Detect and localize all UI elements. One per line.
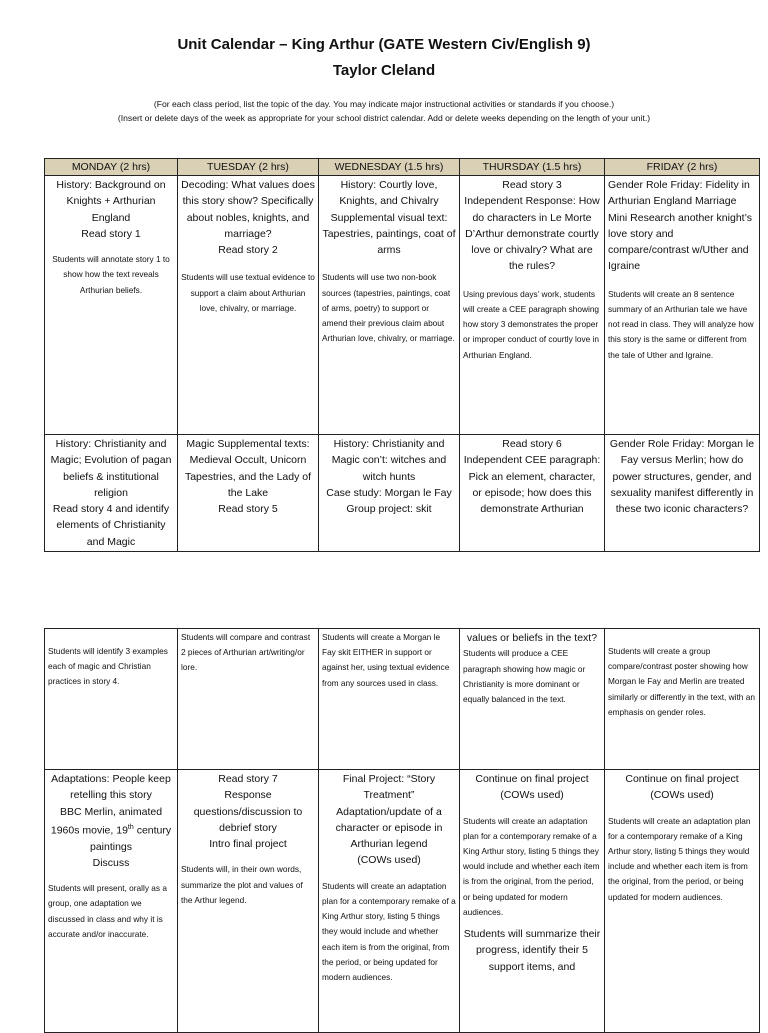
objective-text: Students will create an 8 sentence summary of an Arthurian tale we have not read in class. They will analyze how this story is the same or different from the tale of Uther and Igraine. <box>608 288 754 360</box>
cell-week2cont-monday <box>45 629 178 770</box>
header-wednesday: WEDNESDAY (1.5 hrs) <box>319 159 460 176</box>
objective-text: Students will identify 3 examples each of magic and Christian practices in story 4. <box>48 646 168 687</box>
objective-text: Students will use two non-book sources (tapestries, paintings, coat of arms, poetry) to support or amend their previous claim about Arthurian love, chivalry, or marriage. <box>322 272 455 344</box>
cell-week1-thursday <box>460 176 605 435</box>
header-friday: FRIDAY (2 hrs) <box>605 159 760 176</box>
week-2-continued-row <box>45 629 760 770</box>
header-monday: MONDAY (2 hrs) <box>45 159 178 176</box>
week-3-row <box>45 770 760 1033</box>
topic-text: History: Background on Knights + Arthurian England Read story 1 <box>56 179 166 240</box>
cell-week3-monday <box>45 770 178 1033</box>
objective-text: Students will compare and contrast 2 pieces of Arthurian art/writing/or lore. <box>181 632 311 673</box>
cell-week3-friday <box>605 770 760 1033</box>
instruction-note-2: (Insert or delete days of the week as appropriate for your school district calendar. Add or delete weeks depending on the length of your unit.) <box>117 113 651 123</box>
topic-text: Read story 3 Independent Response: How do characters in Le Morte D’Arthur demonstrate courtly love or chivalry? What are the rules? <box>464 179 600 273</box>
topic-text: Gender Role Friday: Fidelity in Arthurian England Marriage Mini Research another knight’s love story and compare/contrast w/Uther and Igraine <box>608 179 752 273</box>
topic-text: Gender Role Friday: Morgan le Fay versus Merlin; how do power structures, gender, and sexuality manifest differently in these two iconic characters? <box>609 438 755 516</box>
objective-text: Students will present, orally as a group, one adaptation we discussed in class and why it is accurate and/or inaccurate. <box>48 883 167 939</box>
cell-week1-monday <box>45 176 178 435</box>
objective-text: Students will produce a CEE paragraph showing how magic or Christianity is more dominant or equally balanced in the text. <box>463 648 586 704</box>
objective-text: Students will create a Morgan le Fay skit EITHER in support or against her, using textual evidence from any sources used in class. <box>322 632 450 688</box>
topic-text: Read story 6 Independent CEE paragraph: Pick an element, character, or episode; how does this demonstrate Arthurian <box>463 438 601 516</box>
week-1-row <box>45 176 760 435</box>
cell-week1-tuesday <box>178 176 319 435</box>
day-header-row <box>45 159 760 176</box>
instruction-note-1: (For each class period, list the topic of the day. You may indicate major instructional activities or standards if you choose.) <box>153 99 615 109</box>
objective-text: Students will create an adaptation plan for a contemporary remake of a King Arthur story, listing 5 things they would include and whether each item is from the original, from the period, or being updated for modern audiences. <box>608 815 751 902</box>
week-2-row <box>45 435 760 552</box>
cell-week2-wednesday <box>319 435 460 552</box>
topic-text: values or beliefs in the text? <box>466 632 598 644</box>
topic-text: Continue on final project (COWs used) <box>625 773 739 802</box>
topic-text: Read story 7 Response questions/discussion to debrief story Intro final project <box>193 773 303 851</box>
topic-text: History: Christianity and Magic; Evolution of pagan beliefs & institutional religion Read story 4 and identify elements of Christianity and Magic <box>50 438 172 548</box>
cell-week3-wednesday <box>319 770 460 1033</box>
topic-text: Decoding: What values does this story show? Specifically about nobles, knights, and marriage? Read story 2 <box>181 179 315 257</box>
objective-text: Students will create an adaptation plan for a contemporary remake of a King Arthur story, listing 5 things they would include and whether each item is from the original, from the period, or being updated for modern audiences. <box>322 880 456 982</box>
topic-text: Adaptations: People keep retelling this story BBC Merlin, animated 1960s movie, 19th century paintings Discuss <box>50 773 172 869</box>
objective-text: Using previous days’ work, students will create a CEE paragraph showing how story 3 demonstrates the proper or improper conduct of courtly love in Arthurian England. <box>463 288 600 360</box>
objective-text: Students will use textual evidence to support a claim about Arthurian love, chivalry, or marriage. <box>181 272 315 313</box>
objective-text: Students will create a group compare/contrast poster showing how Morgan le Fay and Merlin are treated similarly or differently in the text, with an emphasis on gender roles. <box>608 646 755 717</box>
cell-week1-wednesday <box>319 176 460 435</box>
cell-week2cont-tuesday <box>178 629 319 770</box>
cell-week3-thursday <box>460 770 605 1033</box>
cell-week1-friday <box>605 176 760 435</box>
objective-text: Students will create an adaptation plan for a contemporary remake of a King Arthur story, listing 5 things they would include and whether each item is from the original, from the period, or being updated for modern audiences. <box>463 815 600 917</box>
header-tuesday: TUESDAY (2 hrs) <box>178 159 319 176</box>
objective-text: Students will annotate story 1 to show how the text reveals Arthurian beliefs. <box>52 254 170 295</box>
cell-week2cont-wednesday <box>319 629 460 770</box>
calendar-table-page-1 <box>44 158 760 552</box>
cell-week3-tuesday <box>178 770 319 1033</box>
progress-text: Students will summarize their progress, identify their 5 support items, and <box>463 928 601 973</box>
page-title: Unit Calendar – King Arthur (GATE Western Civ/English 9) <box>177 36 591 53</box>
cell-week2cont-friday <box>605 629 760 770</box>
cell-week2-thursday <box>460 435 605 552</box>
topic-text: Continue on final project (COWs used) <box>475 773 589 802</box>
topic-text: Final Project: “Story Treatment” Adaptation/update of a character or episode in Arthurian legend (COWs used) <box>335 773 443 867</box>
cell-week2-monday <box>45 435 178 552</box>
objective-text: Students will, in their own words, summarize the plot and values of the Arthur legend. <box>181 864 303 905</box>
author-name: Taylor Cleland <box>332 62 436 79</box>
cell-week2-friday <box>605 435 760 552</box>
topic-text: Magic Supplemental texts: Medieval Occult, Unicorn Tapestries, and the Lady of the Lake Read story 5 <box>184 438 312 516</box>
cell-week2cont-thursday <box>460 629 605 770</box>
topic-text: History: Courtly love, Knights, and Chivalry Supplemental visual text: Tapestries, paintings, coat of arms <box>322 179 456 257</box>
topic-text: History: Christianity and Magic con’t: witches and witch hunts Case study: Morgan le Fay Group project: skit <box>326 438 452 516</box>
calendar-table-page-2 <box>44 628 760 1033</box>
cell-week2-tuesday <box>178 435 319 552</box>
header-thursday: THURSDAY (1.5 hrs) <box>460 159 605 176</box>
